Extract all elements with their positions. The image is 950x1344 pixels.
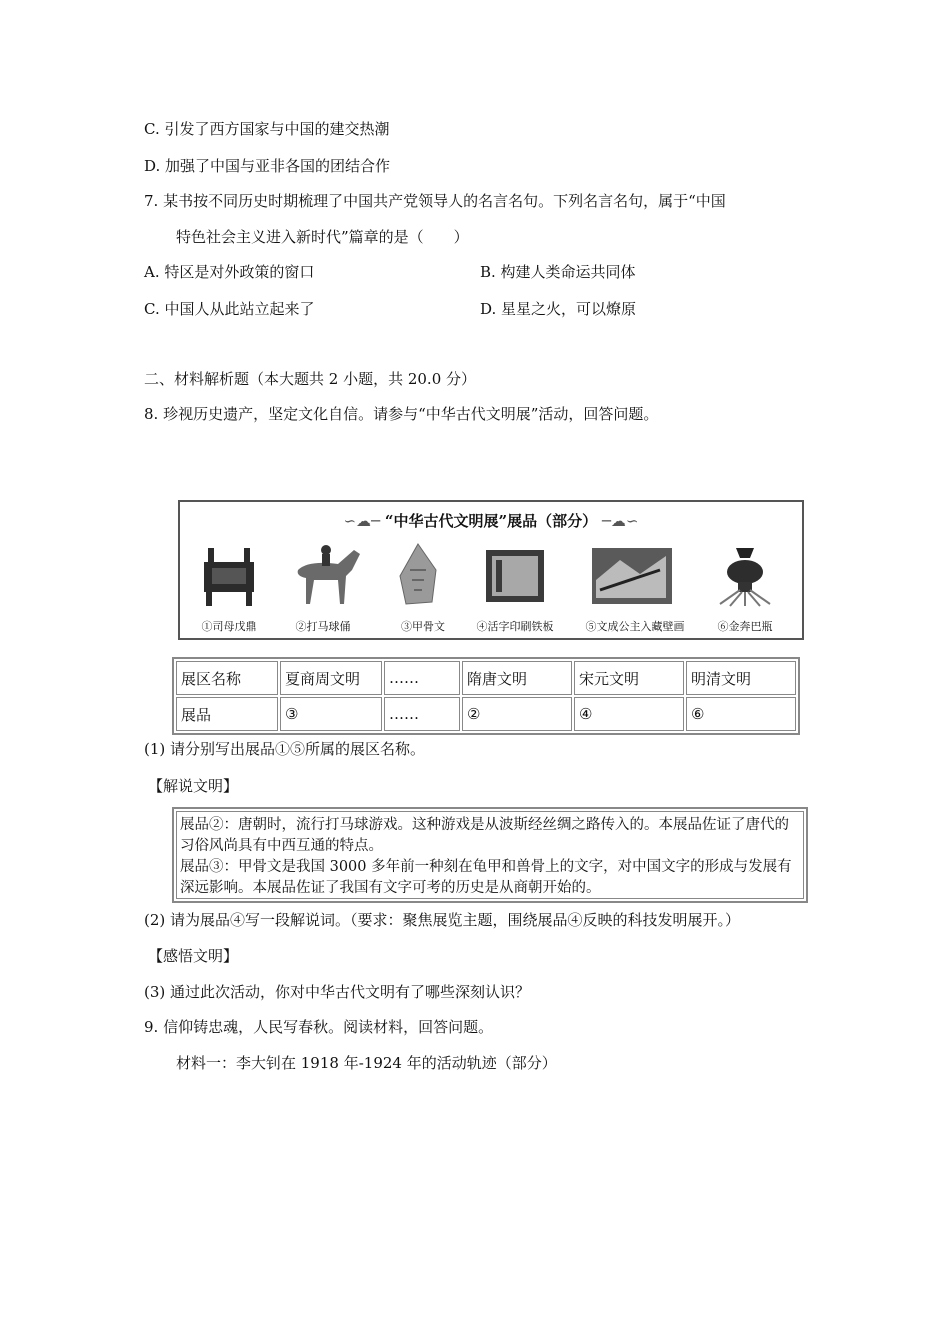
q9-material1: 材料一：李大钊在 1918 年-1924 年的活动轨迹（部分） [176, 1054, 557, 1072]
feel-heading: 【感悟文明】 [148, 947, 239, 965]
q7-option-c: C. 中国人从此站立起来了 [144, 300, 315, 318]
table-cell: 宋元文明 [574, 661, 684, 695]
q6-option-c: C. 引发了西方国家与中国的建交热潮 [144, 120, 390, 138]
section-heading: 二、材料解析题（本大题共 2 小题，共 20.0 分） [144, 370, 477, 388]
q7-option-d: D. 星星之火，可以燎原 [480, 300, 637, 318]
exhibit-3-label: ③甲骨文 [401, 620, 445, 633]
exhibit-zone-table [172, 657, 800, 735]
golden-urn-icon [710, 540, 780, 608]
oracle-bone-icon [388, 540, 448, 608]
banner-title [180, 510, 802, 531]
banner-title-text: “中华古代文明展”展品（部分） [384, 512, 598, 530]
table-cell: 展品 [176, 697, 278, 731]
table-cell: 明清文明 [686, 661, 796, 695]
cloud-ornament-right-icon: ─☁∽ [597, 512, 639, 530]
q7-option-a: A. 特区是对外政策的窗口 [144, 263, 315, 281]
exhibit-5 [580, 538, 690, 638]
q8-sub1: (1) 请分别写出展品①⑤所属的展区名称。 [144, 740, 426, 758]
table-cell: ④ [574, 697, 684, 731]
exhibit-6 [700, 538, 790, 638]
explain-heading: 【解说文明】 [148, 777, 239, 795]
exhibit-1-label: ①司母戊鼎 [201, 620, 257, 633]
explain-para-2: 展品③：甲骨文是我国 3000 多年前一种刻在龟甲和兽骨上的文字，对中国文字的形成与发展有深远影响。本展品佐证了我国有文字可考的历史是从商朝开始的。 [180, 859, 792, 896]
ding-icon [194, 540, 264, 608]
table-row [176, 661, 796, 695]
q7-stem-line1: 7. 某书按不同历史时期梳理了中国共产党领导人的名言名句。下列名言名句，属于“中国 [144, 192, 726, 210]
q7-option-b: B. 构建人类命运共同体 [480, 263, 636, 281]
horse-rider-icon [288, 540, 368, 608]
exhibit-2-label: ②打马球俑 [295, 620, 351, 633]
table-cell: ③ [280, 697, 382, 731]
exhibit-2 [278, 538, 368, 638]
q9-stem: 9. 信仰铸忠魂，人民写春秋。阅读材料，回答问题。 [144, 1018, 494, 1036]
exhibit-1 [184, 538, 274, 638]
table-cell: …… [384, 661, 460, 695]
q8-sub2: (2) 请为展品④写一段解说词。（要求：聚焦展览主题，围绕展品④反映的科技发明展开。） [144, 911, 741, 929]
table-cell: 夏商周文明 [280, 661, 382, 695]
exhibit-6-label: ⑥金奔巴瓶 [717, 620, 773, 633]
table-row [176, 697, 796, 731]
table-cell: ② [462, 697, 572, 731]
exhibit-banner [178, 500, 804, 640]
explain-para-1: 展品②：唐朝时，流行打马球游戏。这种游戏是从波斯经丝绸之路传入的。本展品佐证了唐代的习俗风尚具有中西互通的特点。 [180, 817, 789, 854]
table-cell: …… [384, 697, 460, 731]
cloud-ornament-left-icon: ∽☁─ [343, 512, 385, 530]
exhibit-4-label: ④活字印刷铁板 [476, 620, 554, 633]
exhibit-3 [378, 538, 468, 638]
q6-option-d: D. 加强了中国与亚非各国的团结合作 [144, 157, 391, 175]
printing-plate-icon [480, 540, 550, 608]
exhibit-5-label: ⑤文成公主入藏壁画 [585, 620, 685, 633]
mural-icon [590, 540, 674, 608]
table-cell: 隋唐文明 [462, 661, 572, 695]
table-cell: 展区名称 [176, 661, 278, 695]
explain-box [172, 807, 808, 903]
exhibit-4 [470, 538, 560, 638]
q8-sub3: (3) 通过此次活动，你对中华古代文明有了哪些深刻认识？ [144, 983, 531, 1001]
table-cell: ⑥ [686, 697, 796, 731]
q7-stem-line2: 特色社会主义进入新时代”篇章的是（ ） [176, 228, 469, 246]
q8-stem: 8. 珍视历史遗产，坚定文化自信。请参与“中华古代文明展”活动，回答问题。 [144, 405, 659, 423]
